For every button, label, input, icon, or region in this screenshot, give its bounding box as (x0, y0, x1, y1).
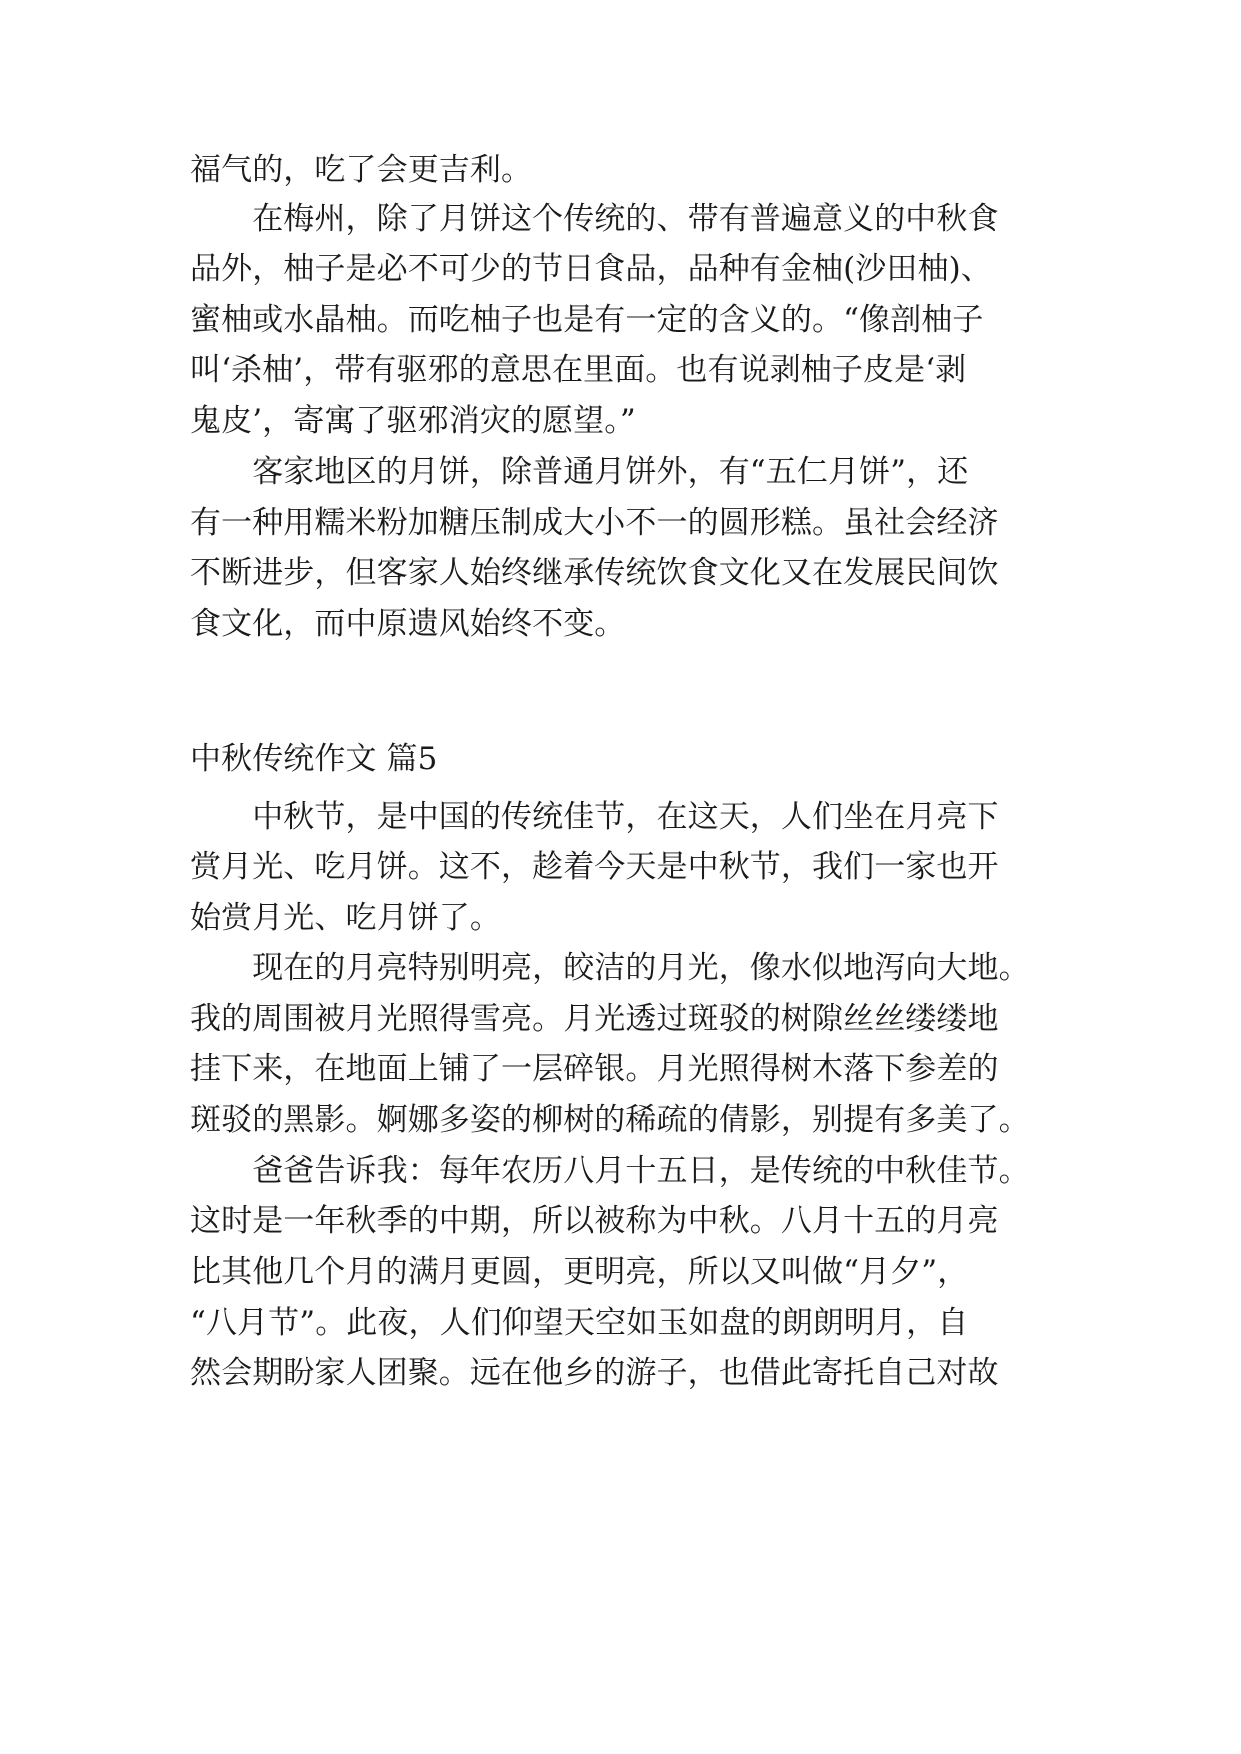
paragraph-line: 福气的，吃了会更吉利。 (190, 152, 533, 188)
paragraph-line: 始赏月光、吃月饼了。 (190, 900, 501, 936)
paragraph-line: 鬼皮’，寄寓了驱邪消灾的愿望。” (190, 403, 636, 439)
paragraph-line: 爸爸告诉我：每年农历八月十五日，是传统的中秋佳节。 (190, 1153, 1030, 1189)
paragraph-line: 食文化，而中原遗风始终不变。 (190, 606, 626, 642)
paragraph-line: 斑驳的黑影。婀娜多姿的柳树的稀疏的倩影，别提有多美了。 (190, 1102, 1030, 1138)
paragraph-line: 品外，柚子是必不可少的节日食品，品种有金柚(沙田柚)、 (190, 251, 992, 287)
paragraph-line: 客家地区的月饼，除普通月饼外，有“五仁月饼”，还 (190, 454, 969, 490)
paragraph-line: 赏月光、吃月饼。这不，趁着今天是中秋节，我们一家也开 (190, 849, 999, 885)
paragraph-line: 不断进步，但客家人始终继承传统饮食文化又在发展民间饮 (190, 555, 999, 591)
section-title: 中秋传统作文 篇5 (190, 741, 438, 777)
paragraph-line: 蜜柚或水晶柚。而吃柚子也是有一定的含义的。“像剖柚子 (190, 302, 984, 338)
paragraph-line: “八月节”。此夜，人们仰望天空如玉如盘的朗朗明月，自 (190, 1305, 969, 1341)
paragraph-line: 这时是一年秋季的中期，所以被称为中秋。八月十五的月亮 (190, 1203, 999, 1239)
paragraph-line: 然会期盼家人团聚。远在他乡的游子，也借此寄托自己对故 (190, 1355, 999, 1391)
paragraph-line: 在梅州，除了月饼这个传统的、带有普遍意义的中秋食 (190, 201, 999, 237)
paragraph-line: 现在的月亮特别明亮，皎洁的月光，像水似地泻向大地。 (190, 950, 1030, 986)
paragraph-line: 中秋节，是中国的传统佳节，在这天，人们坐在月亮下 (190, 799, 999, 835)
paragraph-line: 叫‘杀柚’，带有驱邪的意思在里面。也有说剥柚子皮是‘剥 (190, 352, 967, 388)
paragraph-line: 我的周围被月光照得雪亮。月光透过斑驳的树隙丝丝缕缕地 (190, 1001, 999, 1037)
paragraph-line: 挂下来，在地面上铺了一层碎银。月光照得树木落下参差的 (190, 1051, 999, 1087)
paragraph-line: 有一种用糯米粉加糖压制成大小不一的圆形糕。虽社会经济 (190, 505, 999, 541)
paragraph-line: 比其他几个月的满月更圆，更明亮，所以又叫做“月夕”， (190, 1254, 969, 1290)
